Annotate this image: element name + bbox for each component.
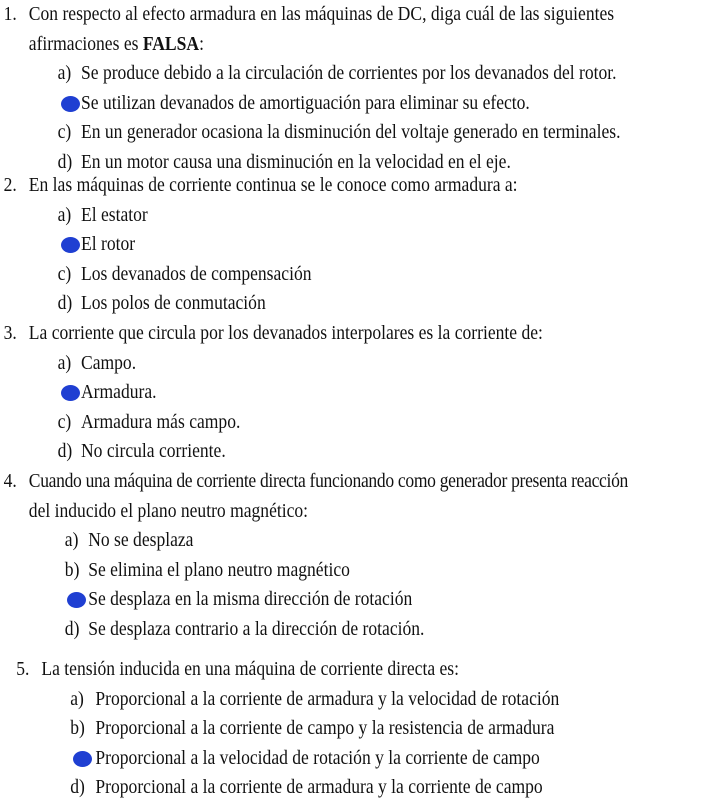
option-text: Proporcional a la velocidad de rotación y la corriente de campo	[95, 747, 540, 769]
option-letter: b)	[64, 559, 80, 581]
option-letter: c)	[57, 122, 72, 144]
question-number: 1.	[3, 4, 17, 25]
option-b[interactable]	[0, 556, 710, 586]
question-stem	[0, 171, 639, 201]
option-b[interactable]	[0, 230, 710, 260]
option-d[interactable]	[0, 437, 710, 467]
option-letter: d)	[64, 618, 80, 640]
option-text: Proporcional a la corriente de armadura y la velocidad de rotación	[95, 688, 560, 710]
option-text: Armadura.	[81, 382, 157, 404]
option-letter: a)	[57, 63, 72, 84]
option-text: Campo.	[81, 352, 137, 374]
option-text: Se produce debido a la circulación de corrientes por los devanados del rotor.	[81, 63, 617, 84]
question-text: La corriente que circula por los devanados interpolares es la corriente de:	[28, 323, 543, 344]
option-list	[0, 201, 710, 319]
option-c[interactable]	[0, 118, 710, 148]
question-5	[0, 655, 710, 799]
option-text: En un generador ocasiona la disminución del voltaje generado en terminales.	[81, 122, 621, 144]
option-text: En un motor causa una disminución en la velocidad en el eje.	[81, 151, 511, 173]
option-letter: a)	[57, 204, 72, 226]
option-letter: b)	[70, 718, 85, 740]
question-stem	[0, 467, 639, 526]
question-emphasis: FALSA	[142, 33, 200, 55]
question-3	[0, 319, 710, 463]
question-stem	[0, 0, 639, 59]
option-text: Se desplaza en la misma dirección de rotación	[88, 589, 413, 611]
option-b[interactable]	[0, 378, 710, 408]
selected-answer-marker	[61, 385, 80, 401]
option-a[interactable]	[0, 59, 710, 89]
option-c[interactable]	[0, 408, 710, 438]
option-c[interactable]	[0, 744, 710, 774]
question-number: 5.	[16, 659, 30, 680]
question-text-line2	[29, 30, 204, 60]
option-text: Proporcional a la corriente de campo y la resistencia de armadura	[95, 718, 555, 740]
option-letter: d)	[57, 293, 73, 315]
option-letter: c)	[57, 411, 72, 433]
question-stem	[0, 655, 639, 685]
option-text: No se desplaza	[88, 530, 194, 551]
option-list	[0, 59, 710, 177]
option-a[interactable]	[0, 349, 710, 379]
option-b[interactable]	[0, 89, 710, 119]
option-text: Los devanados de compensación	[81, 263, 312, 285]
option-letter: d)	[70, 777, 85, 799]
option-text: El estator	[81, 204, 148, 226]
selected-answer-marker	[61, 237, 80, 253]
question-text: La tensión inducida en una máquina de corriente directa es:	[41, 659, 460, 680]
option-c[interactable]	[0, 260, 710, 290]
selected-answer-marker	[61, 96, 80, 112]
question-1	[0, 0, 710, 173]
question-number: 2.	[3, 175, 17, 196]
option-text: Se desplaza contrario a la dirección de rotación.	[88, 618, 425, 640]
option-list	[0, 349, 710, 467]
option-b[interactable]	[0, 714, 710, 744]
question-number: 3.	[3, 323, 17, 344]
option-letter: c)	[57, 263, 72, 285]
option-text: Armadura más campo.	[81, 411, 241, 433]
option-letter: d)	[57, 441, 73, 463]
selected-answer-marker	[67, 592, 86, 608]
question-text: En las máquinas de corriente continua se le conoce como armadura a:	[28, 175, 518, 196]
question-stem	[0, 319, 639, 349]
question-text-line2: del inducido el plano neutro magnético:	[28, 500, 309, 522]
option-letter: a)	[64, 530, 79, 551]
option-text: El rotor	[81, 234, 136, 256]
question-text-suffix: :	[199, 33, 204, 55]
option-a[interactable]	[0, 201, 710, 231]
selected-answer-marker	[73, 751, 92, 767]
option-list	[0, 526, 710, 644]
option-a[interactable]	[0, 685, 710, 715]
option-list	[0, 685, 710, 803]
option-a[interactable]	[0, 526, 710, 556]
option-d[interactable]	[0, 615, 710, 645]
option-text: No circula corriente.	[81, 441, 226, 463]
option-text: Se elimina el plano neutro magnético	[88, 559, 350, 581]
option-text: Se utilizan devanados de amortiguación para eliminar su efecto.	[81, 92, 530, 114]
question-number: 4.	[3, 471, 17, 492]
question-text: Cuando una máquina de corriente directa funcionando como generador presenta reacción	[28, 471, 629, 492]
option-d[interactable]	[0, 289, 710, 319]
option-text: Proporcional a la corriente de armadura y la corriente de campo	[95, 777, 543, 799]
option-d[interactable]	[0, 773, 710, 803]
option-c[interactable]	[0, 585, 710, 615]
option-letter: a)	[57, 352, 72, 374]
question-text: Con respecto al efecto armadura en las máquinas de DC, diga cuál de las siguientes	[28, 4, 615, 25]
option-text: Los polos de conmutación	[81, 293, 266, 315]
question-text-prefix: afirmaciones es	[28, 33, 143, 55]
option-letter: a)	[70, 688, 84, 710]
option-letter: d)	[57, 151, 73, 173]
question-2	[0, 171, 710, 315]
question-4	[0, 467, 710, 640]
